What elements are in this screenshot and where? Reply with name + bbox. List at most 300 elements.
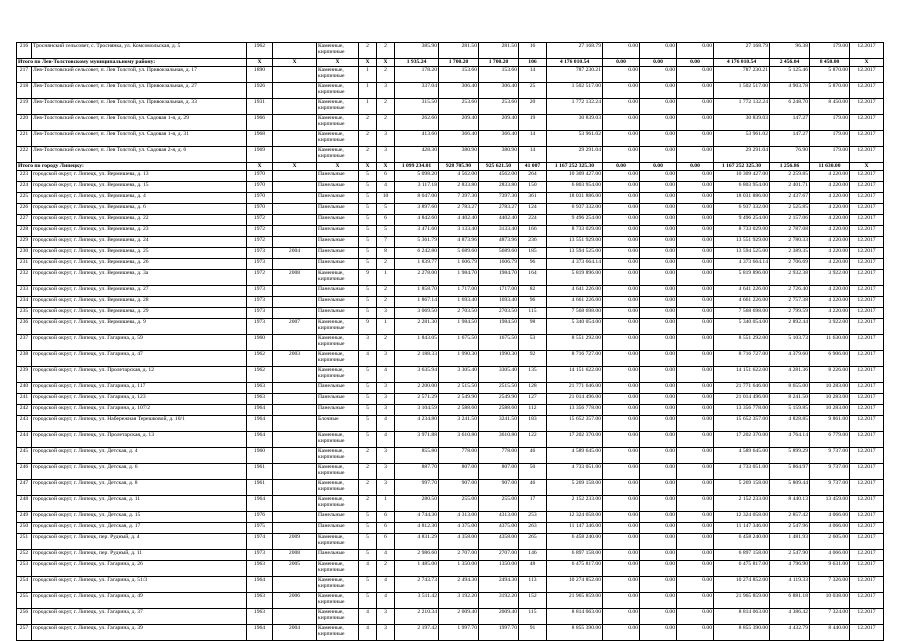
table-cell: 2 152 233.00 <box>547 496 603 512</box>
table-cell: 12.2017 <box>850 204 884 215</box>
total-cell: X <box>317 59 359 67</box>
total-cell: X <box>247 163 273 171</box>
table-cell: 385.90 <box>395 43 439 59</box>
total-cell: 106 <box>519 59 547 67</box>
table-cell: 0.00 <box>603 383 640 394</box>
table-cell: 5 <box>359 171 377 182</box>
table-cell: городской округ, г. Липецк, ул. Вермишева, д. 29 <box>32 308 247 319</box>
table-cell: 5 <box>359 593 377 609</box>
table-cell: 9 631.00 <box>810 561 850 577</box>
table-cell: 1962 <box>247 351 273 367</box>
table-cell: 253.60 <box>479 99 519 115</box>
table-cell: 1890 <box>247 67 273 83</box>
table-cell: 0.00 <box>677 496 714 512</box>
table-cell: Каменные, кирпичные <box>317 270 359 286</box>
table-cell: 2 780.33 <box>770 237 810 248</box>
table-cell <box>273 496 317 512</box>
table-cell: 216 <box>17 43 32 59</box>
table-cell: 7 324.00 <box>810 609 850 625</box>
table-cell: 12.2017 <box>850 83 884 99</box>
table-cell: 4 375.00 <box>439 523 479 534</box>
table-row <box>17 577 884 593</box>
table-cell <box>273 523 317 534</box>
table-cell: городской округ, г. Липецк, ул. Вермишева, д. 15 <box>32 182 247 193</box>
table-cell: 2 932.38 <box>770 270 810 286</box>
table-cell: Панельные <box>317 383 359 394</box>
table-cell <box>273 67 317 83</box>
table-cell: 1960 <box>247 335 273 351</box>
table-cell: 12.2017 <box>850 609 884 625</box>
table-cell: 1973 <box>247 248 273 259</box>
table-cell: 9 737.00 <box>810 464 850 480</box>
table-cell: 2 726.40 <box>770 286 810 297</box>
table-cell: 2008 <box>273 270 317 286</box>
table-cell: 2 157.06 <box>770 215 810 226</box>
table-row <box>17 193 884 204</box>
table-cell: 4 220.00 <box>810 171 850 182</box>
table-cell: 4 812.30 <box>395 523 439 534</box>
table-cell: 6 803 954.00 <box>547 182 603 193</box>
table-cell: 152 <box>519 593 547 609</box>
total-cell: X <box>377 163 395 171</box>
table-cell <box>273 383 317 394</box>
table-cell: 907.00 <box>439 480 479 496</box>
total-label: Итого по городу Липецку: <box>17 163 247 171</box>
table-cell: 13 356 778.00 <box>714 405 770 416</box>
total-cell: 925 621.50 <box>479 163 519 171</box>
table-cell: 12.2017 <box>850 99 884 115</box>
table-cell: 4 <box>359 351 377 367</box>
table-cell: городской округ, г. Липецк, ул. Вермишева, д. 26 <box>32 259 247 270</box>
table-cell: 0.00 <box>677 297 714 308</box>
table-cell: 4 641 226.00 <box>547 286 603 297</box>
table-cell: 0.00 <box>640 561 677 577</box>
table-cell: 1972 <box>247 270 273 286</box>
table-cell: 2588.60 <box>479 405 519 416</box>
table-cell: 3 <box>377 609 395 625</box>
total-cell: 0.00 <box>677 59 714 67</box>
table-cell: 5 <box>359 182 377 193</box>
table-cell: 12.2017 <box>850 432 884 448</box>
table-cell: 2515.50 <box>479 383 519 394</box>
table-cell: Лев-Толстовский сельсовет, п. Лев Толстой, ул. Садовая 2-я, д. 6 <box>32 147 247 163</box>
table-cell: 0.00 <box>640 43 677 59</box>
table-row <box>17 131 884 147</box>
table-cell: 3 069.50 <box>395 308 439 319</box>
table-cell: 17 202 370.00 <box>714 432 770 448</box>
table-row <box>17 609 884 625</box>
table-cell: 5 <box>359 432 377 448</box>
table-cell: городской округ, г. Липецк, ул. Вермишева, д. 27 <box>32 286 247 297</box>
table-cell: 218 <box>17 83 32 99</box>
table-cell: 4 358.00 <box>439 534 479 550</box>
table-cell: 0.00 <box>640 523 677 534</box>
table-cell: 12.2017 <box>850 480 884 496</box>
table-cell: 227 <box>17 215 32 226</box>
table-cell: 0.00 <box>640 448 677 464</box>
table-cell: 0.00 <box>640 464 677 480</box>
table-cell: 1 <box>359 99 377 115</box>
table-cell: 0.00 <box>603 335 640 351</box>
table-cell: 15 652 357.00 <box>547 416 603 432</box>
table-cell: 0.00 <box>677 248 714 259</box>
table-cell: городской округ, г. Липецк, ул. Гагарина, д. 59 <box>32 335 247 351</box>
table-row <box>17 512 884 523</box>
table-cell: 1962 <box>247 43 273 59</box>
table-cell: 6 <box>377 534 395 550</box>
table-cell: 3 897.60 <box>395 204 439 215</box>
table-cell: 8 <box>377 248 395 259</box>
table-cell: 3 <box>377 147 395 163</box>
table-cell: 0.00 <box>640 335 677 351</box>
table-cell: 0.00 <box>677 512 714 523</box>
table-cell: 9 737.00 <box>810 480 850 496</box>
table-row <box>17 171 884 182</box>
table-cell: городской округ, г. Липецк, ул. Детская, д. 4 <box>32 448 247 464</box>
total-cell: 4 176 010.54 <box>714 59 770 67</box>
table-cell <box>273 609 317 625</box>
table-cell: 2 <box>377 67 395 83</box>
table-cell: 4 <box>377 416 395 432</box>
table-cell <box>273 577 317 593</box>
table-cell: Панельные <box>317 512 359 523</box>
table-cell: 9 737.00 <box>810 448 850 464</box>
table-cell: 241 <box>17 394 32 405</box>
table-cell: 4 313.00 <box>439 512 479 523</box>
table-cell: 4 281.36 <box>770 367 810 383</box>
table-cell: 217 <box>17 67 32 83</box>
table-cell: 0.00 <box>640 259 677 270</box>
table-cell: 1 <box>359 83 377 99</box>
table-cell: 8 855 390.00 <box>547 625 603 641</box>
table-cell: 6 803 954.00 <box>714 182 770 193</box>
table-cell: 2 <box>359 464 377 480</box>
table-cell: 4 220.00 <box>810 248 850 259</box>
table-row <box>17 351 884 367</box>
table-cell: 4 379.60 <box>770 351 810 367</box>
table-cell: 4873.96 <box>479 237 519 248</box>
table-cell: 1 772 132.24 <box>547 99 603 115</box>
table-cell: 0.00 <box>640 115 677 131</box>
table-cell: 209.40 <box>439 115 479 131</box>
table-cell: 243 <box>17 416 32 432</box>
table-cell: 2 281.30 <box>395 319 439 335</box>
total-cell: 0.00 <box>603 163 640 171</box>
total-cell: 8 450.00 <box>810 59 850 67</box>
table-cell: 1966 <box>247 115 273 131</box>
table-cell: 4 373 664.14 <box>714 259 770 270</box>
table-cell: 2009 <box>273 534 317 550</box>
table-cell: 3 305.40 <box>439 367 479 383</box>
table-cell: 1963 <box>247 394 273 405</box>
table-cell: 787 230.21 <box>547 67 603 83</box>
table-cell: 0.00 <box>677 550 714 561</box>
table-cell: Панельные <box>317 308 359 319</box>
table-cell: 8 655.00 <box>770 383 810 394</box>
table-cell: 3 <box>377 383 395 394</box>
table-cell: 0.00 <box>603 182 640 193</box>
table-cell: Панельные <box>317 297 359 308</box>
table-cell: 5 <box>359 534 377 550</box>
table-cell: 0.00 <box>677 67 714 83</box>
table-cell: 6 <box>377 171 395 182</box>
table-cell: 0.00 <box>640 319 677 335</box>
table-cell: 0.00 <box>640 204 677 215</box>
table-cell: 0.00 <box>640 496 677 512</box>
table-cell: Каменные, кирпичные <box>317 448 359 464</box>
table-cell: 4 220.00 <box>810 297 850 308</box>
table-cell: 5 269 158.00 <box>714 480 770 496</box>
table-cell: 3 922.00 <box>810 319 850 335</box>
total-cell: 2 456.04 <box>770 59 810 67</box>
table-cell: городской округ, г. Липецк, пер. Рудный, д. 11 <box>32 550 247 561</box>
table-cell: 179.00 <box>810 131 850 147</box>
table-cell: 0.00 <box>677 464 714 480</box>
table-cell: 12.2017 <box>850 297 884 308</box>
table-cell: 0.00 <box>640 270 677 286</box>
table-cell: Троснянский сельсовет, с. Троснянка, ул. Комсомольская, д. 5 <box>32 43 247 59</box>
table-cell: 1606.79 <box>479 259 519 270</box>
table-cell: 5 <box>359 215 377 226</box>
table-cell: 4313.00 <box>479 512 519 523</box>
total-label: Итого по Лев-Толстовскому муниципальному району: <box>17 59 247 67</box>
table-cell: 4 796.90 <box>770 561 810 577</box>
table-cell: 6 475 817.00 <box>547 561 603 577</box>
table-cell: 0.00 <box>640 237 677 248</box>
table-cell: Лев-Толстовский сельсовет, п. Лев Толстой, ул. Садовая 1-я, д. 31 <box>32 131 247 147</box>
table-cell: Блочные <box>317 416 359 432</box>
table-cell: 3 <box>377 448 395 464</box>
table-cell: 0.00 <box>677 416 714 432</box>
table-cell: 1964 <box>247 405 273 416</box>
table-cell: Лев-Толстовский сельсовет, п. Лев Толстой, ул. Привокзальная, д. 17 <box>32 67 247 83</box>
table-cell: 0.00 <box>677 147 714 163</box>
table-cell: 12.2017 <box>850 248 884 259</box>
table-cell: 0.00 <box>603 523 640 534</box>
table-cell: 128 <box>519 383 547 394</box>
table-row <box>17 561 884 577</box>
table-cell: 12.2017 <box>850 115 884 131</box>
total-cell: X <box>377 59 395 67</box>
table-cell: 7 568 698.00 <box>547 308 603 319</box>
table-cell: 237 <box>17 335 32 351</box>
table-cell: 3 471.60 <box>395 226 439 237</box>
table-cell: 1975 <box>247 523 273 534</box>
table-cell: 0.00 <box>640 534 677 550</box>
table-cell: 1964 <box>247 625 273 641</box>
table-cell: 3 117.18 <box>395 182 439 193</box>
table-cell <box>273 99 317 115</box>
table-cell: 5 689.60 <box>439 248 479 259</box>
table-cell: 12.2017 <box>850 182 884 193</box>
table-cell: 3241.50 <box>479 416 519 432</box>
table-cell: 4 842.60 <box>395 215 439 226</box>
table-cell: 0.00 <box>603 512 640 523</box>
table-cell: 1963 <box>247 561 273 577</box>
table-cell: 0.00 <box>640 286 677 297</box>
table-cell: Панельные <box>317 182 359 193</box>
table-cell: 2003 <box>273 351 317 367</box>
table-cell: 2 259.85 <box>770 171 810 182</box>
table-cell: 12.2017 <box>850 308 884 319</box>
table-cell: 0.00 <box>603 496 640 512</box>
table-cell <box>273 115 317 131</box>
table-cell: 1 502 517.00 <box>547 83 603 99</box>
table-cell: 0.00 <box>677 204 714 215</box>
table-cell: 0.00 <box>640 215 677 226</box>
table-cell: 2 <box>377 259 395 270</box>
table-cell: 17 <box>519 496 547 512</box>
table-cell: Каменные, кирпичные <box>317 432 359 448</box>
table-cell: 0.00 <box>603 297 640 308</box>
table-cell: 2 <box>377 99 395 115</box>
table-cell: 153.60 <box>439 67 479 83</box>
table-cell: 253 <box>17 561 32 577</box>
table-row <box>17 99 884 115</box>
table-cell: 4 220.00 <box>810 237 850 248</box>
table-cell <box>273 464 317 480</box>
table-cell: 2 892.44 <box>770 319 810 335</box>
table-cell: 8 047.00 <box>395 193 439 204</box>
table-cell: 0.00 <box>603 286 640 297</box>
table-cell: 264 <box>519 171 547 182</box>
table-cell: 226 <box>17 204 32 215</box>
table-cell: 8 551 292.00 <box>547 335 603 351</box>
table-cell: 2 515.50 <box>439 383 479 394</box>
table-cell: 12.2017 <box>850 448 884 464</box>
table-cell: 0.00 <box>603 131 640 147</box>
table-cell: 0.00 <box>677 226 714 237</box>
table-cell: 366.40 <box>479 131 519 147</box>
table-cell: 0.00 <box>677 405 714 416</box>
table-cell: 2 525.85 <box>770 204 810 215</box>
table-cell: 887.70 <box>395 464 439 480</box>
table-cell: 6 906.00 <box>810 351 850 367</box>
table-cell: 147.27 <box>770 115 810 131</box>
table-cell: городской округ, г. Липецк, ул. Гагарина, д. 117 <box>32 383 247 394</box>
total-cell: 1 256.86 <box>770 163 810 171</box>
table-cell: 1964 <box>247 432 273 448</box>
table-cell: 14 <box>519 147 547 163</box>
table-cell: 5 <box>359 226 377 237</box>
table-cell: 2004 <box>273 248 317 259</box>
table-cell: 0.00 <box>677 523 714 534</box>
table-cell: 12.2017 <box>850 335 884 351</box>
table-cell: 1926 <box>247 83 273 99</box>
table-cell: 229 <box>17 237 32 248</box>
table-row <box>17 297 884 308</box>
table-cell: Каменные, кирпичные <box>317 496 359 512</box>
table-cell: 0.00 <box>677 577 714 593</box>
table-cell: 0.00 <box>640 367 677 383</box>
table-cell: городской округ, г. Липецк, ул. Вермишева, д. 4 <box>32 193 247 204</box>
table-cell <box>273 215 317 226</box>
table-cell: 1970 <box>247 171 273 182</box>
table-cell: 5 819 896.00 <box>547 270 603 286</box>
table-cell: 0.00 <box>603 204 640 215</box>
table-cell: 1 <box>377 319 395 335</box>
table-row <box>17 448 884 464</box>
total-cell: X <box>850 163 884 171</box>
table-cell: 53 961.02 <box>547 131 603 147</box>
table-cell: городской округ, г. Липецк, ул. Пролетарская, д. 13 <box>32 432 247 448</box>
table-cell: 6 897 158.00 <box>547 550 603 561</box>
table-cell: городской округ, г. Липецк, ул. Вермишева, д. 24 <box>32 237 247 248</box>
table-cell: 4 589 645.00 <box>547 448 603 464</box>
table-cell: 1969 <box>247 147 273 163</box>
table-cell: 2 <box>359 480 377 496</box>
table-cell <box>273 512 317 523</box>
table-cell: 179.00 <box>810 147 850 163</box>
table-cell: 11 147 346.00 <box>547 523 603 534</box>
table-cell: 7397.30 <box>479 193 519 204</box>
table-row <box>17 625 884 641</box>
table-cell: 0.00 <box>603 193 640 204</box>
table-cell: 0.00 <box>603 561 640 577</box>
table-cell: городской округ, г. Липецк, ул. Гагарина, д. 47 <box>32 351 247 367</box>
table-cell: 2 197.42 <box>395 625 439 641</box>
table-cell <box>273 308 317 319</box>
table-cell: 0.00 <box>640 193 677 204</box>
table-cell: 0.00 <box>603 226 640 237</box>
table-cell: 53 961.02 <box>714 131 770 147</box>
table-cell: 12.2017 <box>850 416 884 432</box>
table-cell: 0.00 <box>677 215 714 226</box>
table-cell: 248 <box>17 496 32 512</box>
table-cell: 5 <box>359 193 377 204</box>
table-cell <box>273 43 317 59</box>
table-row <box>17 286 884 297</box>
table-cell: 5 <box>359 248 377 259</box>
table-body <box>17 43 884 641</box>
table-cell: 252 <box>17 550 32 561</box>
table-cell: 12.2017 <box>850 193 884 204</box>
table-cell: 0.00 <box>677 237 714 248</box>
table-cell: 19 <box>519 115 547 131</box>
total-cell: X <box>273 59 317 67</box>
table-cell: 12.2017 <box>850 464 884 480</box>
table-cell: 12.2017 <box>850 237 884 248</box>
table-cell: Каменные, кирпичные <box>317 319 359 335</box>
table-cell: 6 <box>377 512 395 523</box>
total-row <box>17 163 884 171</box>
table-cell: 4 641 226.00 <box>714 286 770 297</box>
table-cell: 2005 <box>273 561 317 577</box>
table-cell: 230 <box>17 248 32 259</box>
table-cell: 2494.30 <box>479 577 519 593</box>
table-cell: 255 <box>17 593 32 609</box>
table-row <box>17 43 884 59</box>
table-cell: 4 <box>377 577 395 593</box>
table-cell: 1970 <box>247 193 273 204</box>
table-row <box>17 308 884 319</box>
table-cell: 3 <box>377 480 395 496</box>
table-cell: 12.2017 <box>850 625 884 641</box>
table-cell <box>273 394 317 405</box>
table-cell: 0.00 <box>640 67 677 83</box>
table-cell: 253.60 <box>439 99 479 115</box>
table-row <box>17 319 884 335</box>
table-cell: 2 <box>377 43 395 59</box>
table-cell: 183 <box>519 416 547 432</box>
table-cell: 225 <box>17 193 32 204</box>
table-cell: 0.00 <box>677 319 714 335</box>
table-cell: 256 <box>17 609 32 625</box>
table-cell: 8 551 292.00 <box>714 335 770 351</box>
table-cell: 3305.40 <box>479 367 519 383</box>
table-cell: 2 494.30 <box>439 577 479 593</box>
table-cell: 4 386.42 <box>770 609 810 625</box>
